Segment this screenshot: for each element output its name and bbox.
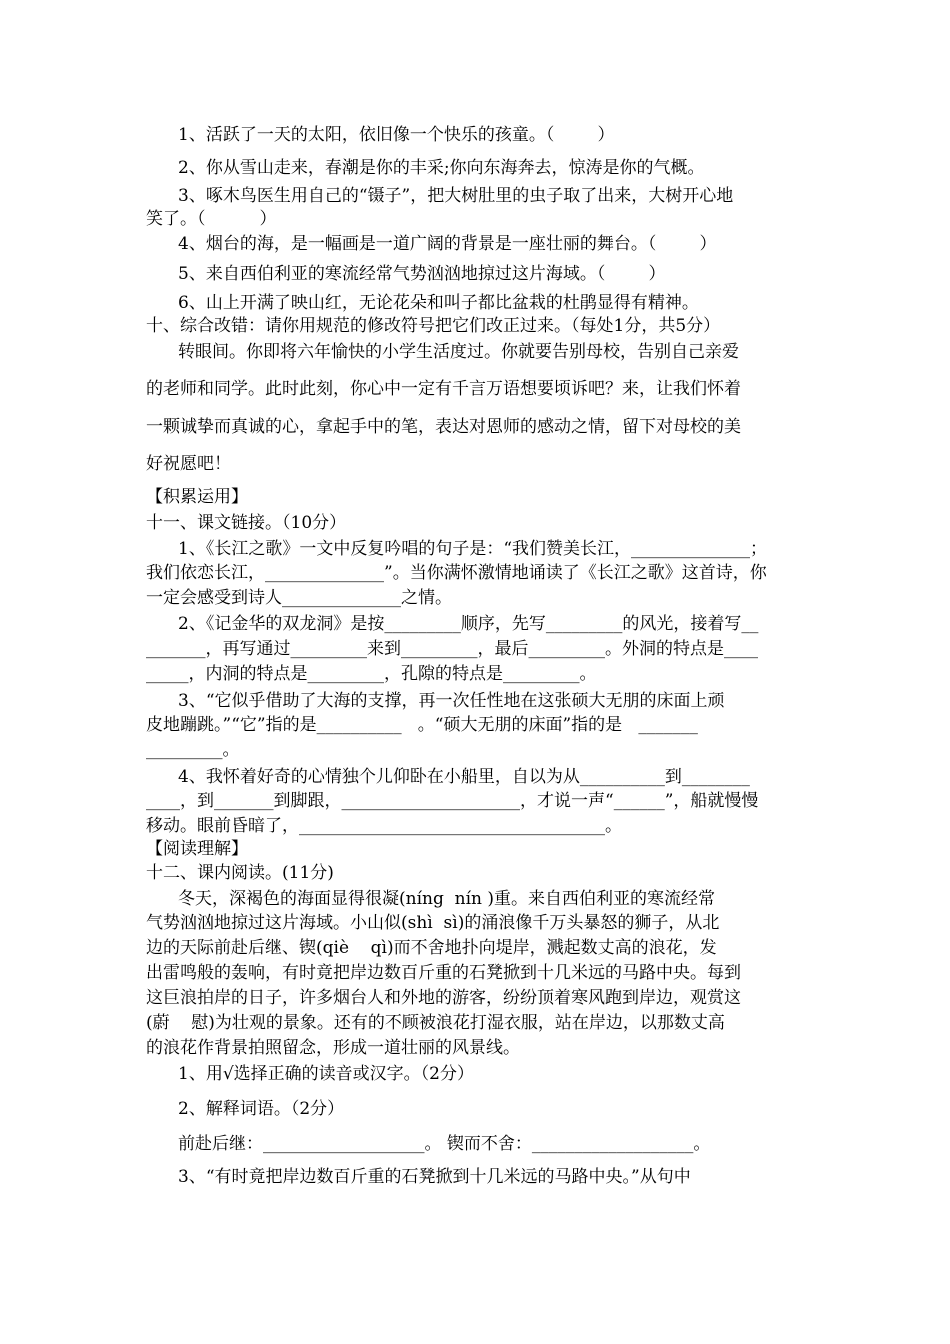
section-10-heading: 十、综合改错：请你用规范的修改符号把它们改正过来。（每处1分，共5分） — [146, 316, 721, 336]
link-line-3: 一定会感受到诗人______________之情。 — [146, 588, 452, 608]
sentence-item-5: 5、来自西伯利亚的寒流经常气势汹汹地掠过这片海域。（ ） — [178, 264, 666, 284]
link-line-5: _______，再写通过_________来到_________，最后_________。外洞的特点是____ — [146, 639, 758, 659]
passage-line-2: 气势汹汹地掠过这片海域。小山似(shì sì)的涌浪像千万头暴怒的狮子，从北 — [146, 913, 720, 933]
correction-line-3: 一颗诚挚而真诚的心，拿起手中的笔，表达对恩师的感动之情，留下对母校的美 — [146, 417, 741, 437]
part-reading-heading: 【阅读理解】 — [146, 839, 248, 859]
sentence-item-2: 2、你从雪山走来，春潮是你的丰采;你向东海奔去，惊涛是你的气概。 — [178, 158, 705, 178]
link-line-12: 移动。眼前昏暗了，____________________________________。 — [146, 816, 622, 836]
passage-line-7: 的浪花作背景拍照留念，形成一道壮丽的风景线。 — [146, 1038, 520, 1058]
link-line-2: 我们依恋长江，______________”。当你满怀激情地诵读了《长江之歌》这首诗，你 — [146, 563, 767, 583]
passage-line-6: (蔚 慰)为壮观的景象。还有的不顾被浪花打湿衣服，站在岸边，以那数丈高 — [146, 1013, 725, 1033]
link-line-8: 皮地蹦跳。”“它”指的是__________ 。“硕大无朋的床面”指的是 _______ — [146, 715, 698, 735]
link-line-9: _________。 — [146, 740, 240, 760]
part-accumulate-heading: 【积累运用】 — [146, 487, 248, 507]
section-12-heading: 十二、课内阅读。(11分) — [146, 863, 334, 883]
question-3: 3、“有时竟把岸边数百斤重的石凳掀到十几米远的马路中央。”从句中 — [178, 1167, 691, 1187]
correction-line-1: 转眼间。你即将六年愉快的小学生活度过。你就要告别母校，告别自己亲爱 — [178, 342, 739, 362]
passage-line-3: 边的天际前赴后继、锲(qiè qì)而不舍地扑向堤岸，溅起数丈高的浪花，发 — [146, 938, 717, 958]
passage-line-5: 这巨浪拍岸的日子，许多烟台人和外地的游客，纷纷顶着寒风跑到岸边，观赏这 — [146, 988, 741, 1008]
question-2: 2、解释词语。（2分） — [178, 1099, 345, 1119]
sentence-item-1: 1、活跃了一天的太阳，依旧像一个快乐的孩童。（ ） — [178, 125, 615, 145]
link-line-6: _____，内洞的特点是_________，孔隙的特点是_________。 — [146, 664, 597, 684]
section-11-heading: 十一、课文链接。（10分） — [146, 513, 347, 533]
sentence-item-3: 3、啄木鸟医生用自己的“镊子”，把大树肚里的虫子取了出来，大树开心地 — [178, 186, 734, 206]
sentence-item-3-cont: 笑了。（ ） — [146, 209, 277, 229]
correction-line-2: 的老师和同学。此时此刻，你心中一定有千言万语想要顷诉吧？来，让我们怀着 — [146, 379, 741, 399]
link-line-11: ____，到_______到脚跟，_____________________，才说一声“______”，船就慢慢 — [146, 791, 759, 811]
passage-line-4: 出雷鸣般的轰响，有时竟把岸边数百斤重的石凳掀到十几米远的马路中央。每到 — [146, 963, 741, 983]
link-line-4: 2、《记金华的双龙洞》是按_________顺序，先写_________的风光，接着写__ — [178, 614, 759, 634]
sentence-item-6: 6、山上开满了映山红，无论花朵和叫子都比盆栽的杜鹃显得有精神。 — [178, 293, 699, 313]
link-line-1: 1、《长江之歌》一文中反复吟唱的句子是：“我们赞美长江，______________； — [178, 539, 768, 559]
correction-line-4: 好祝愿吧！ — [146, 454, 231, 474]
link-line-10: 4、我怀着好奇的心情独个儿仰卧在小船里，自以为从__________到________ — [178, 767, 750, 787]
sentence-item-4: 4、烟台的海，是一幅画是一道广阔的背景是一座壮丽的舞台。（ ） — [178, 234, 717, 254]
question-2-blanks: 前赴后继：___________________。 锲而不舍：___________________。 — [178, 1134, 711, 1154]
passage-line-1: 冬天，深褐色的海面显得很凝(níng nín )重。来自西伯利亚的寒流经常 — [178, 889, 716, 909]
question-1: 1、用√选择正确的读音或汉字。（2分） — [178, 1064, 474, 1084]
link-line-7: 3、“它似乎借助了大海的支撑，再一次任性地在这张硕大无朋的床面上顽 — [178, 691, 725, 711]
